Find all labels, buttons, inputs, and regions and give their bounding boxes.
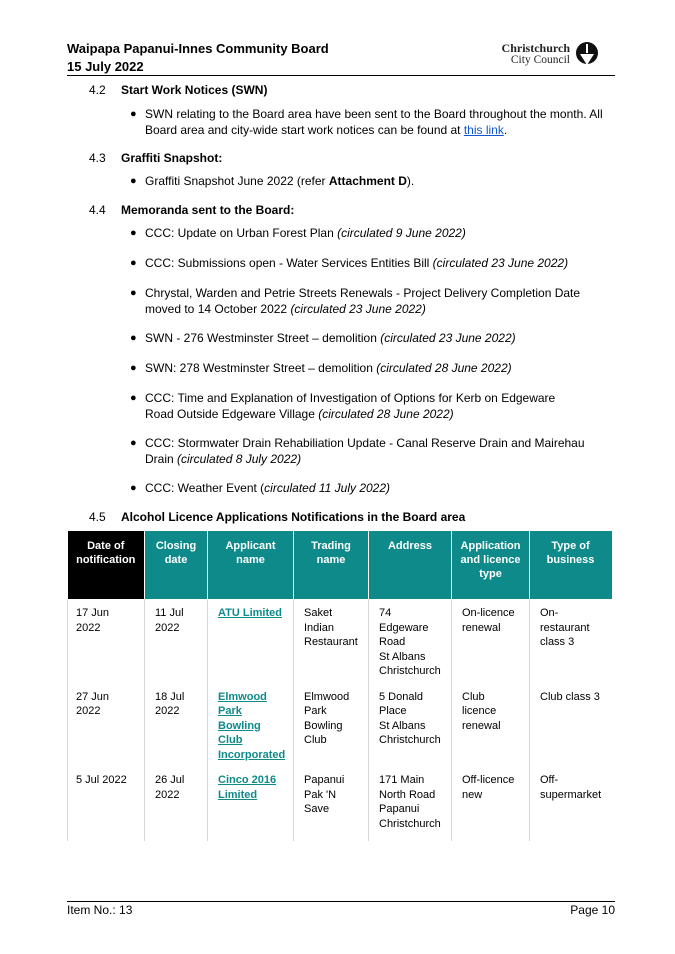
section-title: Graffiti Snapshot: xyxy=(121,151,223,165)
section-number: 4.4 xyxy=(89,203,106,217)
table-row xyxy=(68,766,612,841)
section-number: 4.3 xyxy=(89,151,106,165)
meeting-date: 15 July 2022 xyxy=(67,59,144,74)
board-name: Waipapa Papanui-Innes Community Board xyxy=(67,41,329,56)
cell-date: 17 Jun 2022 xyxy=(68,599,145,683)
document-header-title xyxy=(67,40,329,76)
cell-trading: Papanui Pak 'N Save xyxy=(294,766,369,841)
logo-line2: City Council xyxy=(510,54,570,66)
section-4-3 xyxy=(0,150,675,195)
cell-business: On-restaurant class 3 xyxy=(540,607,590,648)
cell-closing: 26 Jul 2022 xyxy=(145,766,208,841)
memo-item: CCC: Submissions open - Water Services Entities Bill (circulated 23 June 2022) xyxy=(145,256,569,270)
page-number: Page 10 xyxy=(570,903,615,917)
footer-rule xyxy=(67,901,615,902)
section-title: Memoranda sent to the Board: xyxy=(121,203,295,217)
cell-app-type: Off-licence new xyxy=(452,766,530,841)
bullet-dot-icon: ● xyxy=(130,257,137,269)
logo-line1: Christchurch xyxy=(501,41,570,55)
memo-item: Chrystal, Warden and Petrie Streets Renewals - Project Delivery Completion Date moved to 14 October 2022 (circulated 23 June 2022) xyxy=(145,286,581,316)
cell-app-type: Club licence renewal xyxy=(452,683,530,767)
bullet-dot-icon: ● xyxy=(130,332,137,344)
bullet-dot-icon: ● xyxy=(130,437,137,449)
table-header-row xyxy=(68,531,612,599)
memo-item: CCC: Time and Explanation of Investigation of Options for Kerb on Edgeware Road Outside Edgeware Village (circulated 28 June 2022) xyxy=(145,391,556,421)
col-header-trading: Trading name xyxy=(294,531,369,599)
item-number: Item No.: 13 xyxy=(67,903,133,917)
bullet-dot-icon: ● xyxy=(130,287,137,299)
section-number: 4.2 xyxy=(89,83,106,97)
header-rule xyxy=(67,75,615,76)
memo-item: CCC: Stormwater Drain Rehabiliation Update - Canal Reserve Drain and Mairehau Drain (circulated 8 July 2022) xyxy=(145,436,585,466)
memo-item: CCC: Update on Urban Forest Plan (circulated 9 June 2022) xyxy=(145,226,466,240)
cell-business: Off-supermarket xyxy=(540,774,602,801)
col-header-applicant: Applicant name xyxy=(208,531,294,599)
section-4-4 xyxy=(0,202,675,502)
cell-trading: Saket Indian Restaurant xyxy=(294,599,369,683)
section-4-2 xyxy=(0,82,675,142)
section-title: Alcohol Licence Applications Notifications in the Board area xyxy=(121,510,466,524)
bullet-dot-icon: ● xyxy=(130,482,137,494)
alcohol-licence-table xyxy=(67,531,612,841)
swn-bullet: SWN relating to the Board area have been sent to the Board throughout the month. All Board area and city-wide start work notices can be found at this link. xyxy=(145,107,603,137)
table-row xyxy=(68,599,612,683)
graffiti-bullet: Graffiti Snapshot June 2022 (refer Attachment D). xyxy=(145,174,415,188)
section-number: 4.5 xyxy=(89,510,106,524)
memo-item: SWN: 278 Westminster Street – demolition (circulated 28 June 2022) xyxy=(145,361,512,375)
cell-closing: 11 Jul 2022 xyxy=(145,599,208,683)
bullet-dot-icon: ● xyxy=(130,108,137,120)
cell-address: 74 Edgeware Road St Albans Christchurch xyxy=(369,599,452,683)
memo-item: CCC: Weather Event (circulated 11 July 2022) xyxy=(145,481,391,495)
section-title: Start Work Notices (SWN) xyxy=(121,83,268,97)
cell-date: 5 Jul 2022 xyxy=(68,766,145,841)
cell-app-type: On-licence renewal xyxy=(452,599,530,683)
cell-trading: Elmwood Park Bowling Club xyxy=(294,683,369,767)
cell-closing: 18 Jul 2022 xyxy=(145,683,208,767)
bullet-dot-icon: ● xyxy=(130,227,137,239)
applicant-link[interactable]: ATU Limited xyxy=(218,607,282,619)
christchurch-city-council-logo-icon xyxy=(574,41,600,67)
section-4-5 xyxy=(0,509,675,527)
swn-link[interactable]: this link xyxy=(463,123,504,137)
col-header-address: Address xyxy=(369,531,452,599)
applicant-link[interactable]: Elmwood Park Bowling Club Incorporated xyxy=(218,690,286,761)
col-header-date: Date of notification xyxy=(68,531,145,599)
memo-item: SWN - 276 Westminster Street – demolition (circulated 23 June 2022) xyxy=(145,331,516,345)
col-header-closing: Closing date xyxy=(145,531,208,599)
applicant-link[interactable]: Cinco 2016 Limited xyxy=(218,774,277,801)
col-header-business: Type of business xyxy=(530,531,612,599)
cell-address: 5 Donald Place St Albans Christchurch xyxy=(369,683,452,767)
table-row xyxy=(68,683,612,767)
council-logo xyxy=(498,41,603,67)
cell-business: Club class 3 xyxy=(540,690,600,703)
cell-date: 27 Jun 2022 xyxy=(68,683,145,767)
col-header-app-type: Application and licence type xyxy=(452,531,530,599)
cell-address: 171 Main North Road Papanui Christchurch xyxy=(369,766,452,841)
bullet-dot-icon: ● xyxy=(130,175,137,187)
bullet-dot-icon: ● xyxy=(130,362,137,374)
bullet-dot-icon: ● xyxy=(130,392,137,404)
